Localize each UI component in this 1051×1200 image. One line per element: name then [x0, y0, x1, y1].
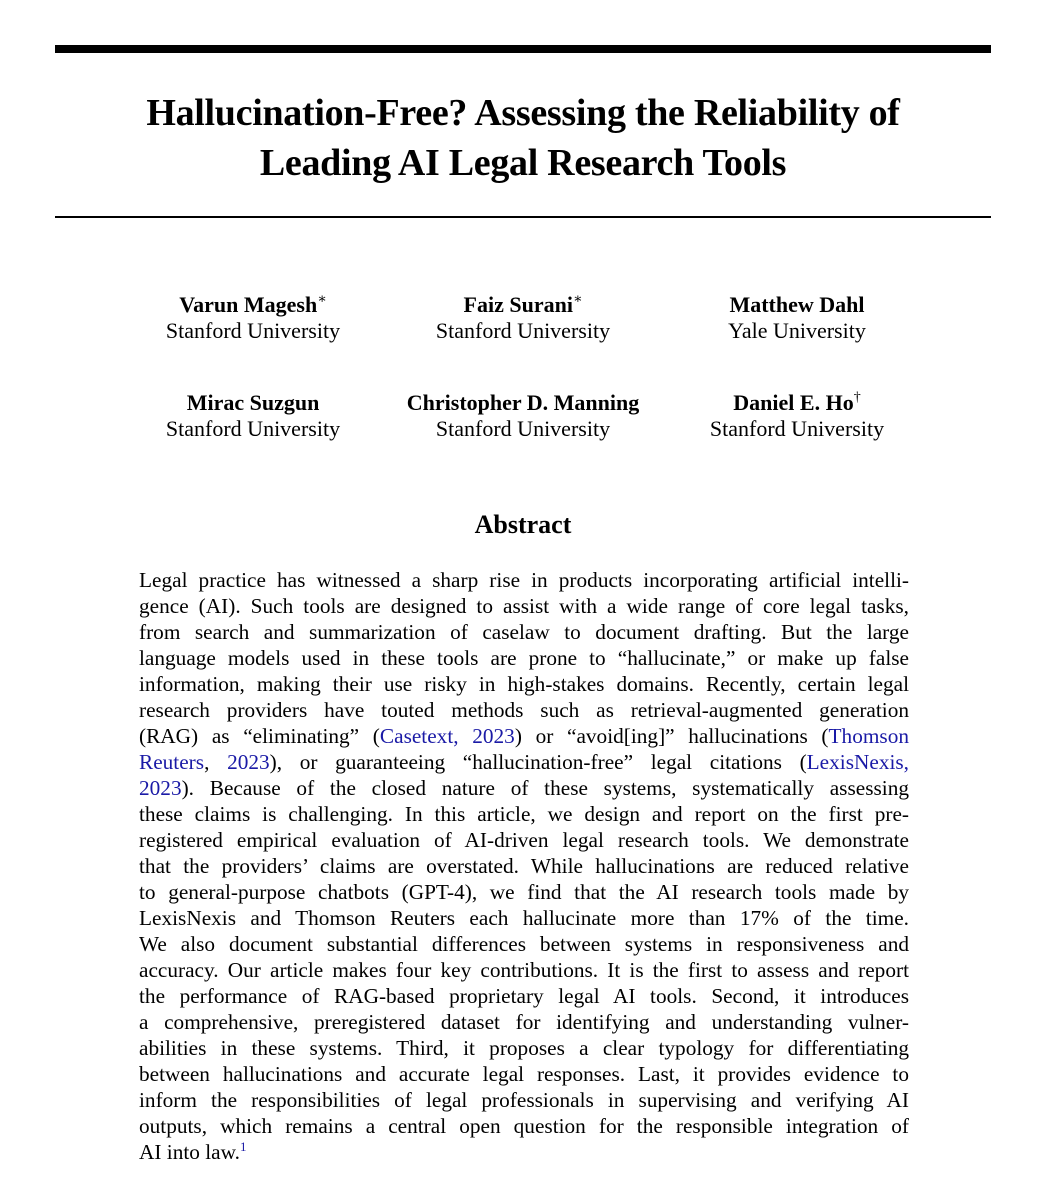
- author-name: Daniel E. Ho: [733, 390, 854, 415]
- author-name: Faiz Surani: [463, 292, 573, 317]
- abstract-line: a comprehensive, preregistered dataset for identifying and understanding vulner-: [139, 1010, 909, 1034]
- author-name: Varun Magesh: [179, 292, 318, 317]
- author-affiliation: Stanford University: [165, 416, 341, 441]
- abstract-line: between hallucinations and accurate legal responses. Last, it provides evidence to: [139, 1062, 909, 1086]
- author-affiliation: Stanford University: [709, 416, 885, 441]
- title-line-2: Leading AI Legal Research Tools: [259, 142, 787, 184]
- author-entry: [647, 390, 947, 442]
- abstract-line: language models used in these tools are prone to “hallucinate,” or make up false: [139, 646, 909, 670]
- citation-link[interactable]: LexisNexis,: [806, 750, 909, 774]
- title-line-1: Hallucination-Free? Assessing the Reliability of: [146, 92, 900, 134]
- abstract-line: research providers have touted methods such as retrieval-augmented generation: [139, 698, 909, 722]
- equal-contribution-mark: ∗: [572, 292, 583, 307]
- citation-link[interactable]: Thomson: [828, 724, 909, 748]
- abstract-line: gence (AI). Such tools are designed to assist with a wide range of core legal tasks,: [139, 594, 909, 618]
- author-entry: [103, 292, 403, 344]
- title-bottom-rule: [55, 216, 991, 218]
- author-name: Matthew Dahl: [729, 292, 865, 317]
- author-entry: [373, 292, 673, 344]
- author-affiliation: Stanford University: [435, 318, 611, 343]
- equal-contribution-mark: ∗: [317, 292, 327, 307]
- citation-link[interactable]: Casetext, 2023: [379, 724, 515, 748]
- abstract-line: Reuters, 2023), or guaranteeing “hallucination-free” legal citations (LexisNexis,: [139, 750, 909, 774]
- abstract-line: (RAG) as “eliminating” (Casetext, 2023) or “avoid[ing]” hallucinations (Thomson: [139, 724, 909, 748]
- author-name: Mirac Suzgun: [186, 390, 320, 415]
- abstract-line: abilities in these systems. Third, it proposes a clear typology for differentiating: [139, 1036, 909, 1060]
- abstract-line: LexisNexis and Thomson Reuters each hallucinate more than 17% of the time.: [139, 906, 909, 930]
- author-entry: [647, 292, 947, 344]
- abstract-line: to general-purpose chatbots (GPT-4), we find that the AI research tools made by: [139, 880, 909, 904]
- author-name: Christopher D. Manning: [406, 390, 640, 415]
- abstract-line: We also document substantial differences between systems in responsiveness and: [139, 932, 909, 956]
- abstract-line: Legal practice has witnessed a sharp rise in products incorporating artificial intelli-: [139, 568, 909, 592]
- title-top-rule: [55, 45, 991, 53]
- abstract-line: outputs, which remains a central open question for the responsible integration of: [139, 1114, 909, 1138]
- author-affiliation: Stanford University: [165, 318, 341, 343]
- abstract-line: the performance of RAG-based proprietary legal AI tools. Second, it introduces: [139, 984, 909, 1008]
- citation-link[interactable]: 2023: [227, 750, 270, 774]
- abstract-line: 2023). Because of the closed nature of these systems, systematically assessing: [139, 776, 909, 800]
- abstract-heading: Abstract: [474, 510, 572, 539]
- abstract-body: [139, 567, 909, 1165]
- abstract-line: from search and summarization of caselaw to document drafting. But the large: [139, 620, 909, 644]
- abstract-line: registered empirical evaluation of AI-driven legal research tools. We demonstrate: [139, 828, 909, 852]
- author-affiliation: Stanford University: [435, 416, 611, 441]
- author-entry: [103, 390, 403, 442]
- footnote-marker[interactable]: 1: [239, 1139, 247, 1154]
- author-affiliation: Yale University: [728, 318, 866, 343]
- corresponding-author-mark: †: [853, 390, 861, 405]
- abstract-line: AI into law.$^1$: [139, 1139, 247, 1164]
- citation-link[interactable]: 2023: [139, 776, 182, 800]
- abstract-line: that the providers’ claims are overstated. While hallucinations are reduced relative: [139, 854, 909, 878]
- abstract-line: these claims is challenging. In this article, we design and report on the first pre-: [139, 802, 909, 826]
- abstract-line: accuracy. Our article makes four key contributions. It is the first to assess and report: [139, 958, 909, 982]
- author-entry: [373, 390, 673, 442]
- paper-title: [55, 88, 991, 188]
- citation-link[interactable]: Reuters: [139, 750, 205, 774]
- abstract-line: information, making their use risky in high-stakes domains. Recently, certain legal: [139, 672, 909, 696]
- abstract-line: inform the responsibilities of legal professionals in supervising and verifying AI: [139, 1088, 909, 1112]
